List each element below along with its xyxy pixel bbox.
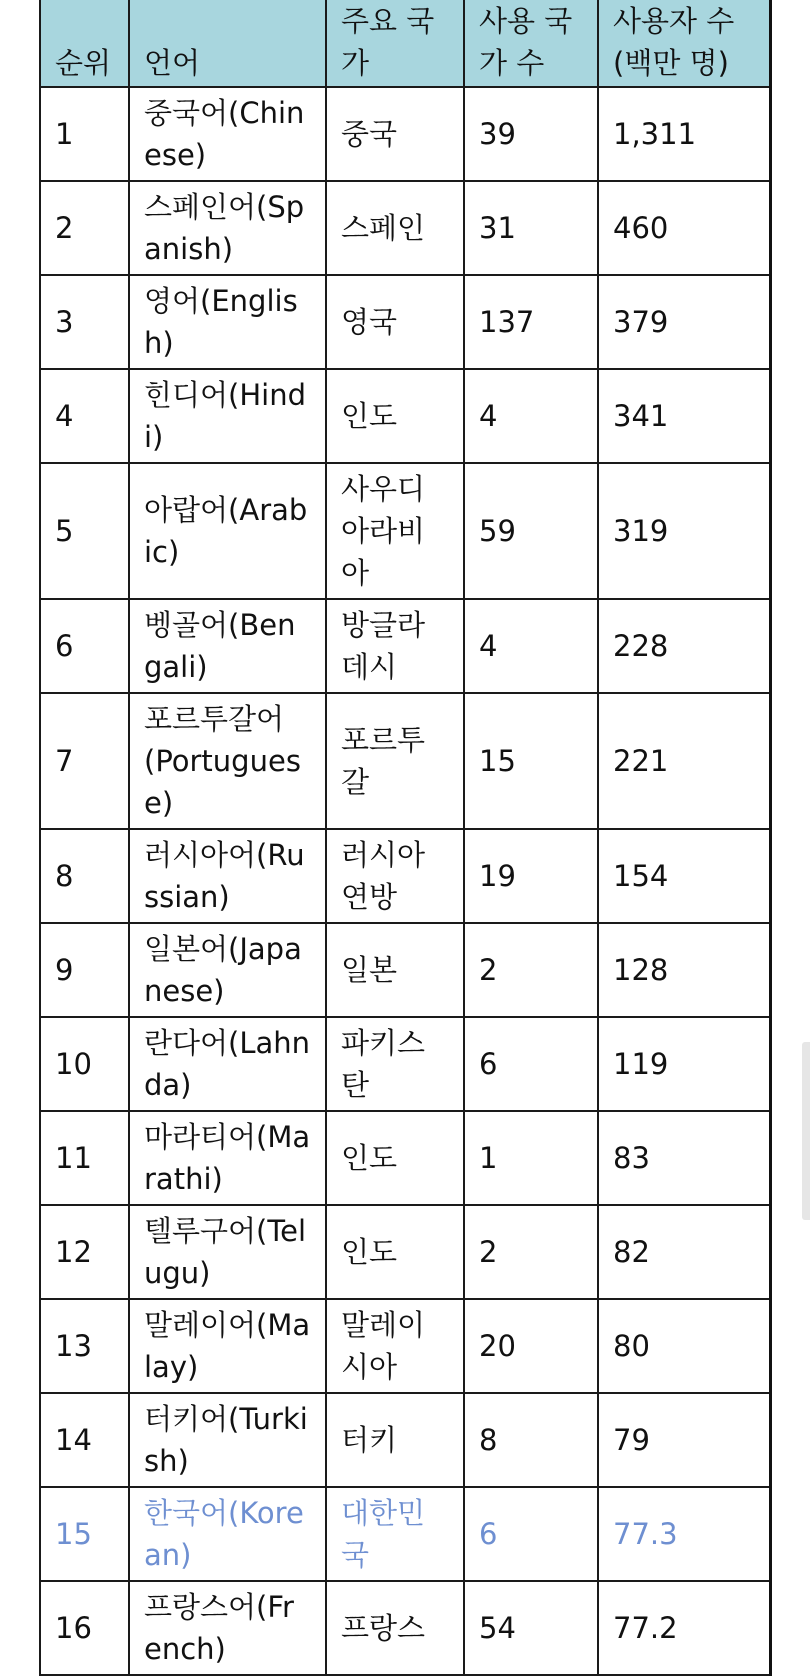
- table-row: [40, 181, 770, 275]
- header-row: [40, 0, 770, 87]
- main-country-cell: 대한민국: [326, 1487, 464, 1581]
- language-cell: 스페인어(Spanish): [129, 181, 326, 275]
- table-row: [40, 1299, 770, 1393]
- main-country-cell: 인도: [326, 1111, 464, 1205]
- speakers-cell: 341: [598, 369, 770, 463]
- rank-cell: 1: [40, 87, 129, 181]
- language-cell: 터키어(Turkish): [129, 1393, 326, 1487]
- rank-cell: 16: [40, 1581, 129, 1675]
- language-cell: 프랑스어(French): [129, 1581, 326, 1675]
- speakers-cell: 319: [598, 463, 770, 599]
- speakers-cell: 83: [598, 1111, 770, 1205]
- speakers-cell: 128: [598, 923, 770, 1017]
- country-count-cell: 2: [464, 923, 598, 1017]
- rank-cell: 5: [40, 463, 129, 599]
- country-count-cell: 19: [464, 829, 598, 923]
- country-count-cell: 8: [464, 1393, 598, 1487]
- country-count-cell: 1: [464, 1111, 598, 1205]
- main-country-cell: 사우디아라비아: [326, 463, 464, 599]
- speakers-cell: 1,311: [598, 87, 770, 181]
- rank-cell: 10: [40, 1017, 129, 1111]
- country-count-cell: 4: [464, 599, 598, 693]
- country-count-cell: 31: [464, 181, 598, 275]
- speakers-cell: 379: [598, 275, 770, 369]
- country-count-cell: 54: [464, 1581, 598, 1675]
- main-country-cell: 인도: [326, 1205, 464, 1299]
- rank-cell: 12: [40, 1205, 129, 1299]
- rank-cell: 2: [40, 181, 129, 275]
- header-rank: 순위: [40, 0, 129, 87]
- main-country-cell: 말레이시아: [326, 1299, 464, 1393]
- speakers-cell: 77.3: [598, 1487, 770, 1581]
- country-count-cell: 6: [464, 1017, 598, 1111]
- table-row: [40, 275, 770, 369]
- main-country-cell: 스페인: [326, 181, 464, 275]
- language-cell: 아랍어(Arabic): [129, 463, 326, 599]
- header-language: 언어: [129, 0, 326, 87]
- speakers-cell: 82: [598, 1205, 770, 1299]
- main-country-cell: 일본: [326, 923, 464, 1017]
- header-country-count: 사용 국가 수: [464, 0, 598, 87]
- table-row: [40, 1393, 770, 1487]
- language-cell: 한국어(Korean): [129, 1487, 326, 1581]
- speakers-cell: 79: [598, 1393, 770, 1487]
- language-ranking-table: [39, 0, 772, 1676]
- table-row: [40, 463, 770, 599]
- country-count-cell: 2: [464, 1205, 598, 1299]
- language-cell: 영어(English): [129, 275, 326, 369]
- main-country-cell: 인도: [326, 369, 464, 463]
- language-cell: 마라티어(Marathi): [129, 1111, 326, 1205]
- speakers-cell: 80: [598, 1299, 770, 1393]
- main-country-cell: 방글라데시: [326, 599, 464, 693]
- language-cell: 러시아어(Russian): [129, 829, 326, 923]
- rank-cell: 11: [40, 1111, 129, 1205]
- speakers-cell: 119: [598, 1017, 770, 1111]
- main-country-cell: 중국: [326, 87, 464, 181]
- main-country-cell: 영국: [326, 275, 464, 369]
- header-speakers: 사용자 수 (백만 명): [598, 0, 770, 87]
- speakers-cell: 154: [598, 829, 770, 923]
- rank-cell: 6: [40, 599, 129, 693]
- table-row: [40, 923, 770, 1017]
- rank-cell: 9: [40, 923, 129, 1017]
- table-row: [40, 599, 770, 693]
- country-count-cell: 59: [464, 463, 598, 599]
- country-count-cell: 39: [464, 87, 598, 181]
- language-cell: 일본어(Japanese): [129, 923, 326, 1017]
- rank-cell: 15: [40, 1487, 129, 1581]
- table-row: [40, 1205, 770, 1299]
- main-country-cell: 프랑스: [326, 1581, 464, 1675]
- table-body: [40, 87, 770, 1675]
- language-cell: 중국어(Chinese): [129, 87, 326, 181]
- speakers-cell: 221: [598, 693, 770, 829]
- main-country-cell: 터키: [326, 1393, 464, 1487]
- speakers-cell: 77.2: [598, 1581, 770, 1675]
- country-count-cell: 15: [464, 693, 598, 829]
- language-cell: 포르투갈어(Portuguese): [129, 693, 326, 829]
- table-row: [40, 1017, 770, 1111]
- main-country-cell: 파키스탄: [326, 1017, 464, 1111]
- table-row: [40, 1581, 770, 1675]
- country-count-cell: 6: [464, 1487, 598, 1581]
- rank-cell: 14: [40, 1393, 129, 1487]
- language-cell: 말레이어(Malay): [129, 1299, 326, 1393]
- language-cell: 란다어(Lahnda): [129, 1017, 326, 1111]
- rank-cell: 3: [40, 275, 129, 369]
- table-row: [40, 693, 770, 829]
- scrollbar-thumb[interactable]: [802, 1042, 810, 1220]
- table-row: [40, 1111, 770, 1205]
- rank-cell: 8: [40, 829, 129, 923]
- speakers-cell: 228: [598, 599, 770, 693]
- rank-cell: 13: [40, 1299, 129, 1393]
- country-count-cell: 4: [464, 369, 598, 463]
- main-country-cell: 러시아연방: [326, 829, 464, 923]
- language-cell: 텔루구어(Telugu): [129, 1205, 326, 1299]
- speakers-cell: 460: [598, 181, 770, 275]
- language-cell: 벵골어(Bengali): [129, 599, 326, 693]
- language-ranking-table-container: [39, 0, 772, 1676]
- table-header: [40, 0, 770, 87]
- country-count-cell: 20: [464, 1299, 598, 1393]
- rank-cell: 4: [40, 369, 129, 463]
- header-main-country: 주요 국가: [326, 0, 464, 87]
- table-row: [40, 829, 770, 923]
- main-country-cell: 포르투갈: [326, 693, 464, 829]
- language-cell: 힌디어(Hindi): [129, 369, 326, 463]
- country-count-cell: 137: [464, 275, 598, 369]
- table-row: [40, 87, 770, 181]
- rank-cell: 7: [40, 693, 129, 829]
- table-row: [40, 1487, 770, 1581]
- table-row: [40, 369, 770, 463]
